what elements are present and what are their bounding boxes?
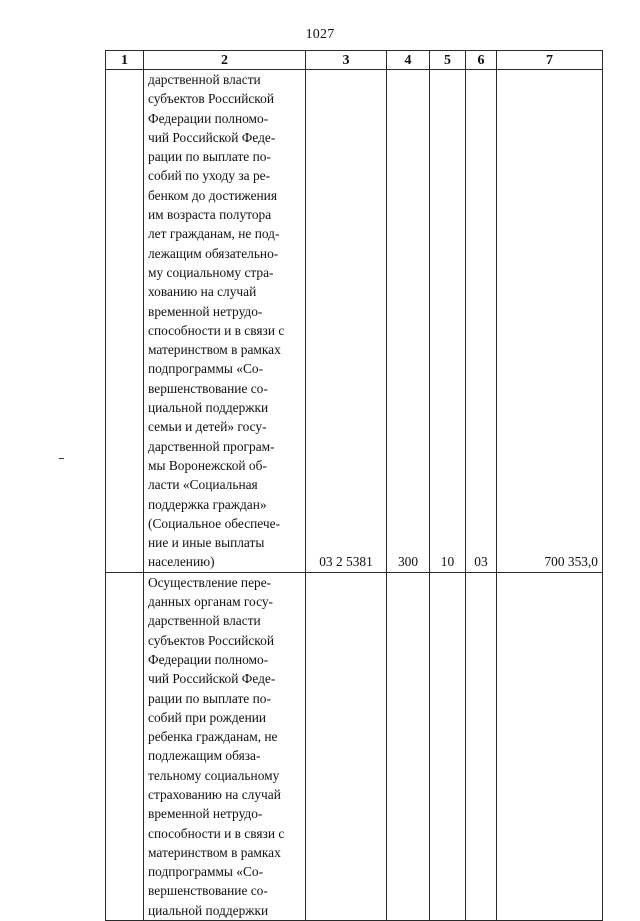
description-line: му социальному стра- <box>148 264 274 280</box>
description-line: способности и в связи с <box>148 825 285 841</box>
description-cell <box>144 572 306 920</box>
expense-type-cell: 300 <box>387 70 430 573</box>
description-line: поддержка граждан» <box>148 496 267 512</box>
description-line: субъектов Российской <box>148 632 274 648</box>
page-number: 1027 <box>305 27 335 42</box>
description-line: вершенствование со- <box>148 883 268 899</box>
header-col-2: 2 <box>144 51 306 70</box>
subsection-cell: 03 <box>466 70 497 573</box>
description-line: Федерации полномо- <box>148 110 269 126</box>
description-line: лет гражданам, не под- <box>148 226 280 242</box>
header-col-1: 1 <box>106 51 144 70</box>
header-row <box>106 51 603 70</box>
description-line: циальной поддержки <box>148 400 269 416</box>
description-line: (Социальное обеспече- <box>148 515 281 531</box>
description-cell <box>144 70 306 573</box>
description-line: ние и иные выплаты <box>148 535 265 551</box>
description-line: Федерации полномо- <box>148 651 269 667</box>
description-line: временной нетрудо- <box>148 806 263 822</box>
description-line: ребенка гражданам, не <box>148 729 278 745</box>
description-line: чий Российской Феде- <box>148 671 276 687</box>
description-line: ласти «Социальная <box>148 477 258 493</box>
description-line: дарственной програм- <box>148 438 275 454</box>
description-line: дарственной власти <box>148 613 261 629</box>
budget-table <box>105 50 603 921</box>
description-line: вершенствование со- <box>148 380 268 396</box>
description-line: подпрограммы «Со- <box>148 864 264 880</box>
description-line: временной нетрудо- <box>148 303 263 319</box>
amount-cell: 700 353,0 <box>497 70 603 573</box>
description-line: лежащим обязательно- <box>148 245 279 261</box>
description-line: мы Воронежской об- <box>148 457 267 473</box>
description-line: рации по выплате по- <box>148 690 271 706</box>
row-number-cell <box>106 572 144 920</box>
description-line: подлежащим обяза- <box>148 748 261 764</box>
header-col-3: 3 <box>306 51 387 70</box>
subsection-cell <box>466 572 497 920</box>
description-line: хованию на случай <box>148 284 257 300</box>
amount-cell <box>497 572 603 920</box>
section-cell: 10 <box>430 70 466 573</box>
table-row <box>106 572 603 920</box>
description-line: циальной поддержки <box>148 902 269 918</box>
header-col-7: 7 <box>497 51 603 70</box>
description-line: тельному социальному <box>148 767 280 783</box>
description-line: дарственной власти <box>148 72 261 87</box>
description-line: чий Российской Феде- <box>148 129 276 145</box>
table-row <box>106 70 603 573</box>
description-line: им возраста полутора <box>148 207 272 223</box>
description-line: материнством в рамках <box>148 844 281 860</box>
description-line: собий по уходу за ре- <box>148 168 271 184</box>
description-line: данных органам госу- <box>148 594 273 610</box>
description-line: рации по выплате по- <box>148 149 271 165</box>
header-col-4: 4 <box>387 51 430 70</box>
description-line: семьи и детей» госу- <box>148 419 267 435</box>
description-line: подпрограммы «Со- <box>148 361 264 377</box>
description-line: населению) <box>148 554 215 570</box>
description-line: способности и в связи с <box>148 322 285 338</box>
target-article-cell: 03 2 5381 <box>306 70 387 573</box>
section-cell <box>430 572 466 920</box>
expense-type-cell <box>387 572 430 920</box>
row-number-cell <box>106 70 144 573</box>
scan-mark <box>59 458 64 459</box>
header-col-6: 6 <box>466 51 497 70</box>
description-line: собий при рождении <box>148 709 267 725</box>
description-line: бенком до достижения <box>148 187 278 203</box>
target-article-cell <box>306 572 387 920</box>
description-line: страхованию на случай <box>148 786 281 802</box>
description-line: Осуществление пере- <box>148 574 272 590</box>
description-line: субъектов Российской <box>148 91 274 107</box>
header-col-5: 5 <box>430 51 466 70</box>
description-line: материнством в рамках <box>148 342 281 358</box>
